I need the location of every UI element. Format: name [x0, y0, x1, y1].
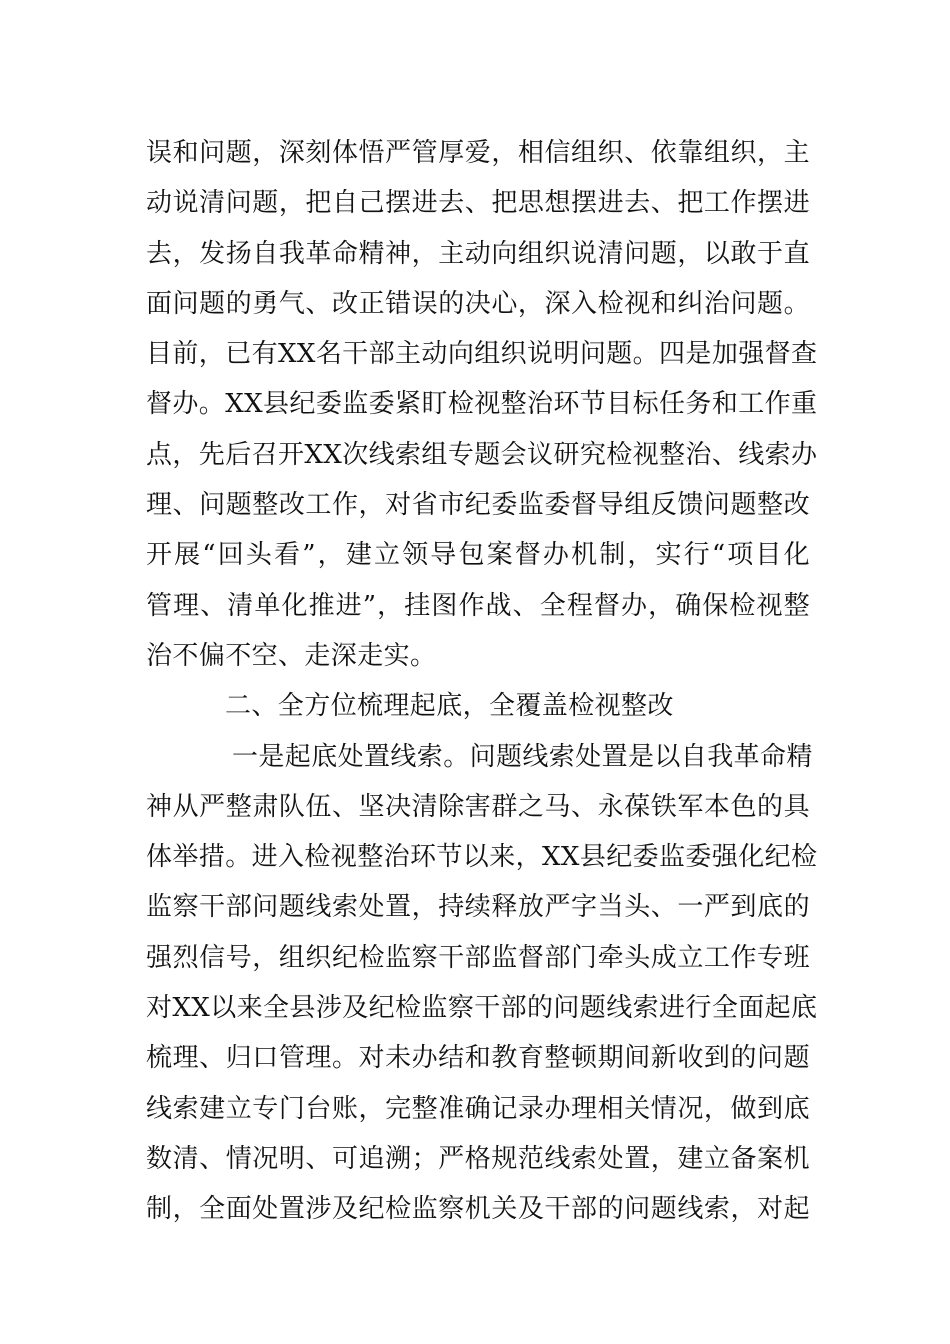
paragraph-line: 制，全面处置涉及纪检监察机关及干部的问题线索，对起	[146, 1194, 810, 1225]
paragraph-line: 目前，已有XX名干部主动向组织说明问题。四是加强督查	[146, 339, 818, 370]
document-body	[146, 128, 818, 1235]
paragraph-line: 治不偏不空、走深走实。	[146, 640, 437, 671]
paragraph-line: 点，先后召开XX次线索组专题会议研究检视整治、线索办	[146, 439, 818, 470]
paragraph-line: 体举措。进入检视整治环节以来，XX县纪委监委强化纪检	[146, 842, 818, 873]
paragraph-line: 线索建立专门台账，完整准确记录办理相关情况，做到底	[146, 1093, 810, 1124]
paragraph-line: 监察干部问题线索处置，持续释放严字当头、一严到底的	[146, 892, 810, 923]
paragraph-line: 开展“回头看”，建立领导包案督办机制，实行“项目化	[146, 540, 810, 571]
paragraph-line: 对XX以来全县涉及纪检监察干部的问题线索进行全面起底	[146, 993, 818, 1024]
paragraph-line: 去，发扬自我革命精神，主动向组织说清问题，以敢于直	[146, 238, 810, 269]
paragraph-line: 理、问题整改工作，对省市纪委监委督导组反馈问题整改	[146, 490, 810, 521]
paragraph-line: 一是起底处置线索。问题线索处置是以自我革命精	[232, 741, 813, 772]
section-heading: 二、全方位梳理起底，全覆盖检视整改	[225, 691, 674, 722]
paragraph-line: 面问题的勇气、改正错误的决心，深入检视和纠治问题。	[146, 288, 810, 319]
paragraph-line: 动说清问题，把自己摆进去、把思想摆进去、把工作摆进	[146, 188, 810, 219]
paragraph-line: 数清、情况明、可追溯；严格规范线索处置，建立备案机	[146, 1143, 810, 1174]
paragraph-line: 神从严整肃队伍、坚决清除害群之马、永葆铁军本色的具	[146, 791, 810, 822]
paragraph-line: 管理、清单化推进”，挂图作战、全程督办，确保检视整	[146, 590, 810, 621]
paragraph-line: 督办。XX县纪委监委紧盯检视整治环节目标任务和工作重	[146, 389, 818, 420]
paragraph-line: 强烈信号，组织纪检监察干部监督部门牵头成立工作专班	[146, 942, 810, 973]
paragraph-line: 梳理、归口管理。对未办结和教育整顿期间新收到的问题	[146, 1043, 810, 1074]
paragraph-line: 误和问题，深刻体悟严管厚爱，相信组织、依靠组织，主	[146, 138, 810, 168]
